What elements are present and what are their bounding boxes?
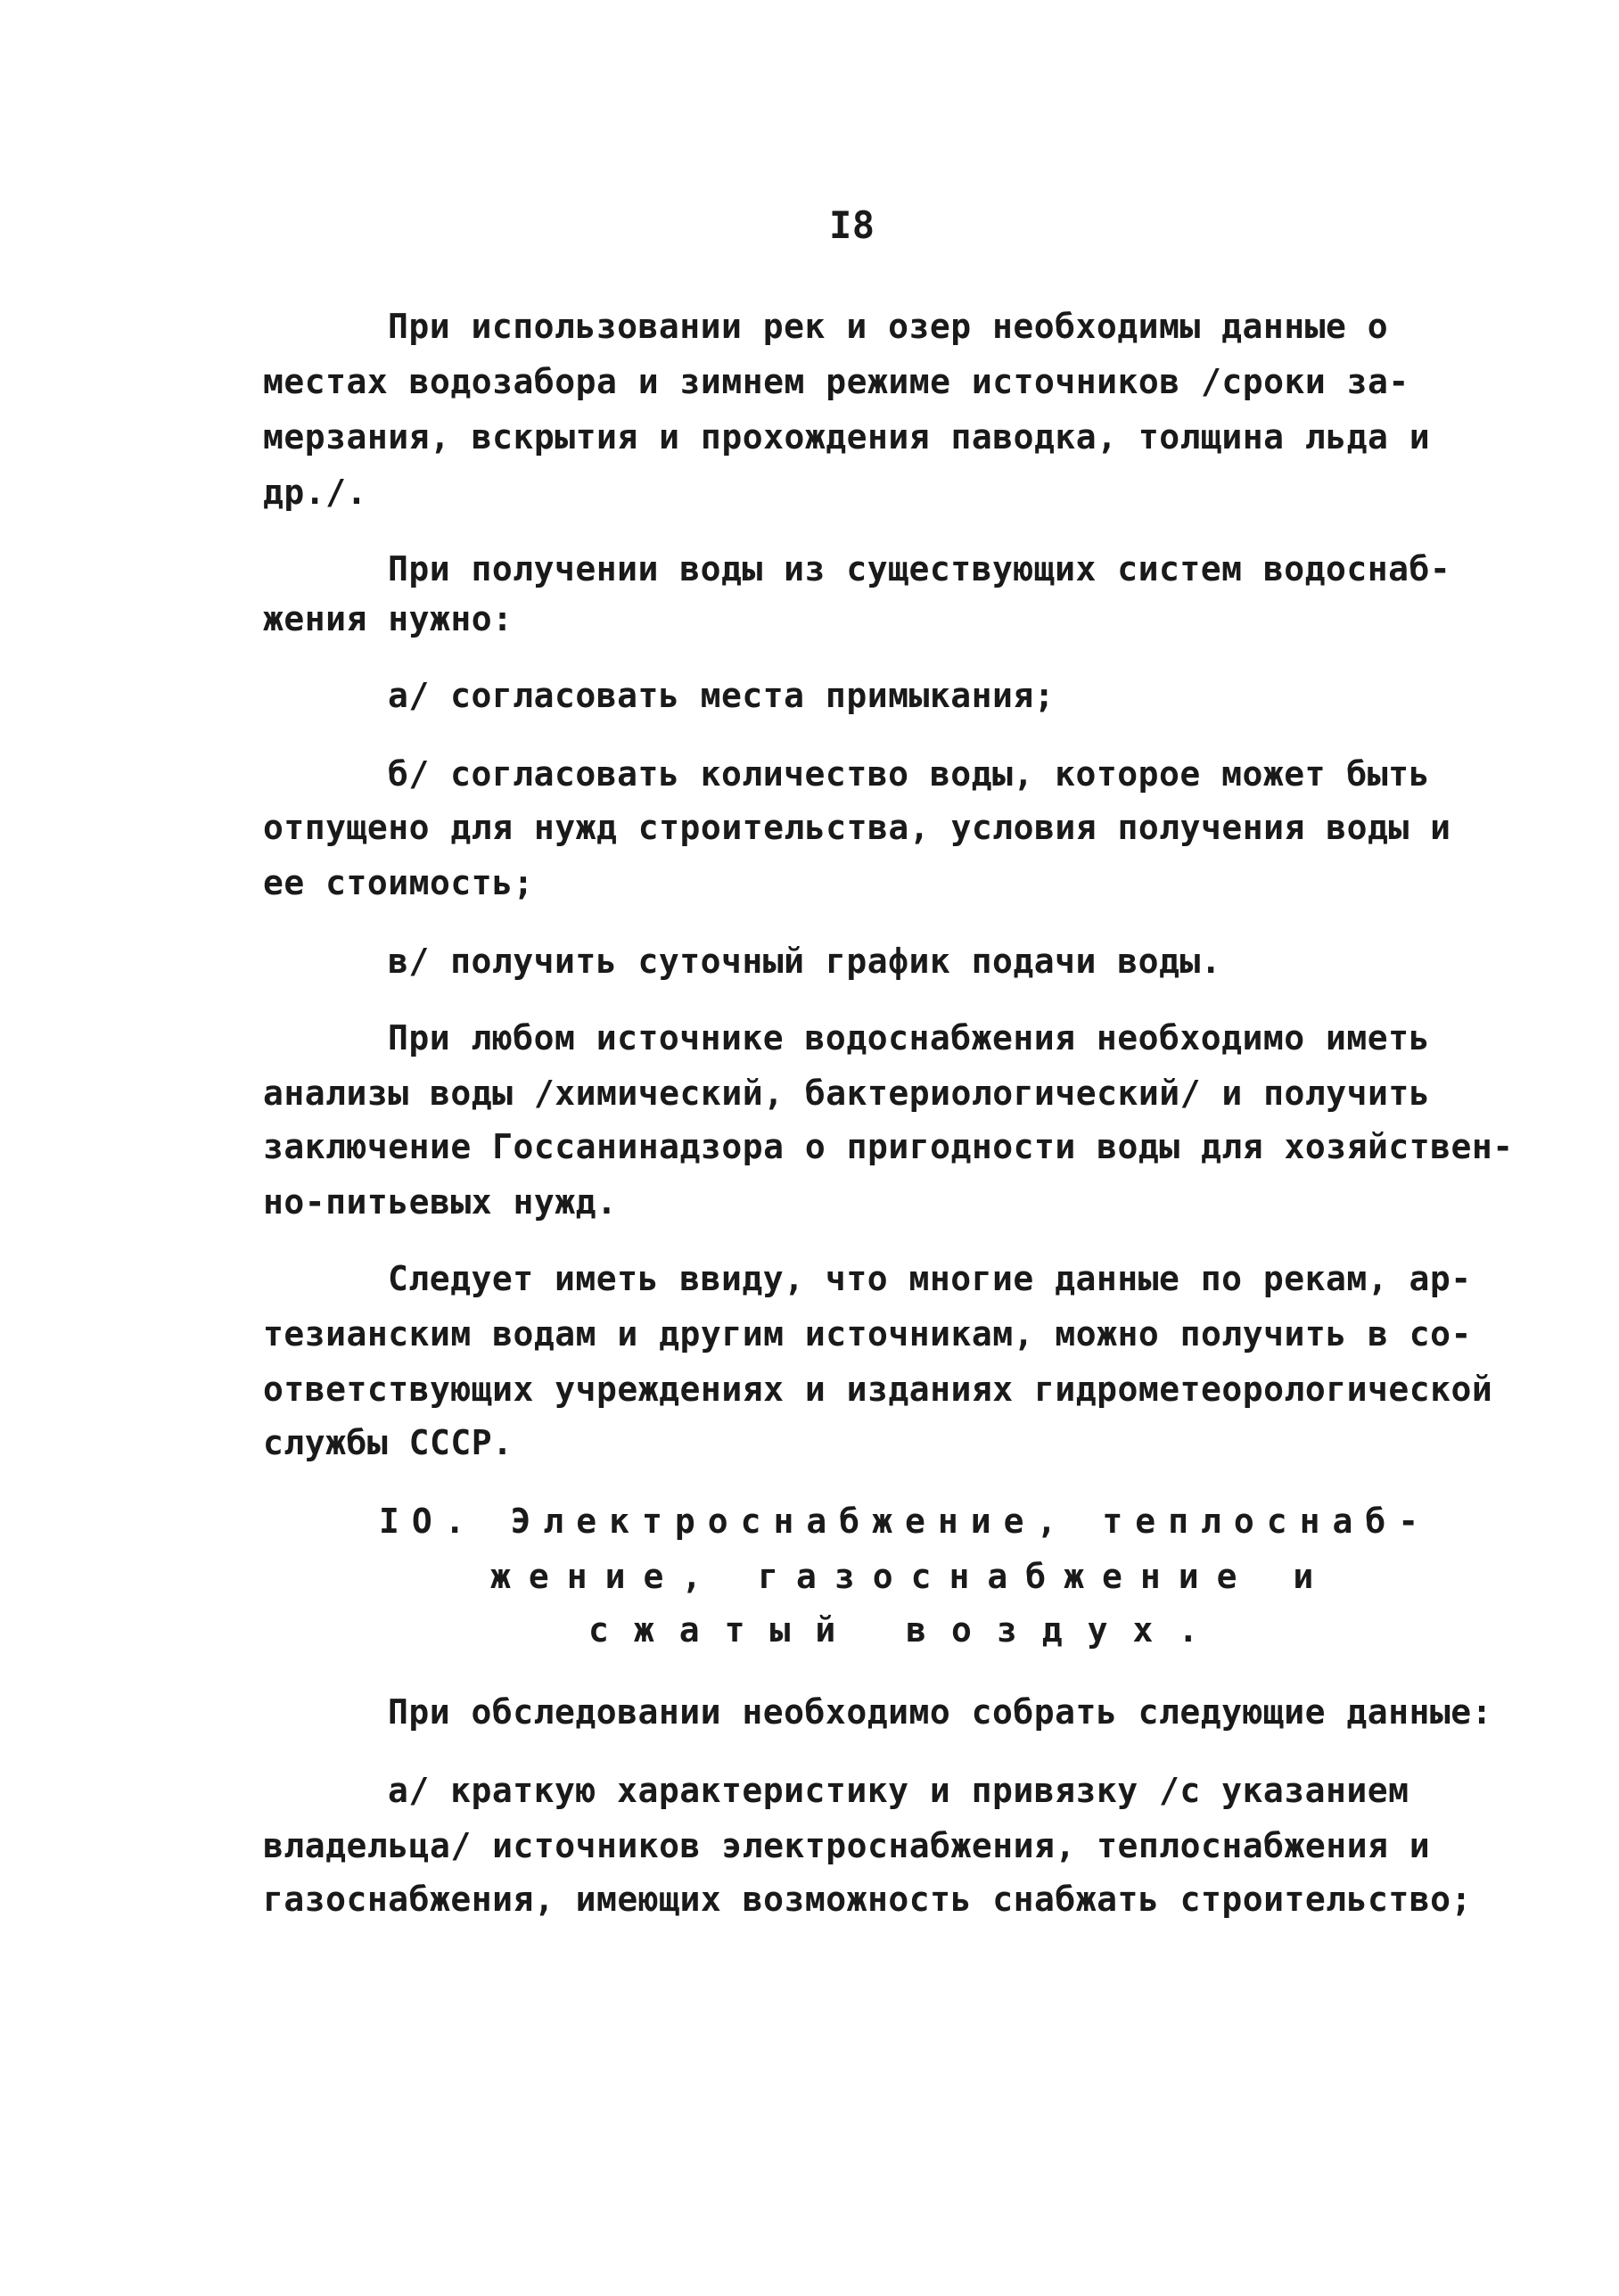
page-number: I8 — [829, 203, 875, 247]
text-line: При любом источнике водоснабжения необходимо иметь — [388, 1018, 1430, 1057]
section-heading: жение, газоснабжение и — [490, 1557, 1332, 1596]
text-line: тезианским водам и другим источникам, можно получить в со- — [263, 1314, 1472, 1354]
text-line: При использовании рек и озер необходимы данные о — [388, 307, 1389, 346]
text-line: анализы воды /химический, бактериологический/ и получить — [263, 1074, 1431, 1113]
text-line: службы СССР. — [263, 1423, 514, 1462]
text-line: газоснабжения, имеющих возможность снабжать строительство; — [263, 1880, 1472, 1919]
text-line: владельца/ источников электроснабжения, теплоснабжения и — [263, 1826, 1431, 1865]
text-line: Следует иметь ввиду, что многие данные по рекам, ар- — [388, 1259, 1472, 1298]
text-line: жения нужно: — [263, 599, 514, 638]
text-line: но-питьевых нужд. — [263, 1182, 618, 1222]
text-line: отпущено для нужд строительства, условия получения воды и — [263, 808, 1451, 847]
section-heading: IO. Электроснабжение, теплоснаб- — [379, 1502, 1432, 1541]
text-line: ответствующих учреждениях и изданиях гидрометеорологической — [263, 1370, 1493, 1409]
list-item: а/ краткую характеристику и привязку /с указанием — [388, 1771, 1409, 1810]
text-line: При получении воды из существующих систем водоснаб- — [388, 549, 1451, 588]
list-item: в/ получить суточный график подачи воды. — [388, 942, 1222, 981]
section-heading: сжатый воздух. — [588, 1610, 1224, 1650]
text-line: заключение Госсанинадзора о пригодности воды для хозяйствен- — [263, 1127, 1514, 1166]
text-line: ее стоимость; — [263, 863, 534, 902]
list-item: б/ согласовать количество воды, которое может быть — [388, 754, 1430, 794]
text-line: местах водозабора и зимнем режиме источников /сроки за- — [263, 362, 1409, 401]
text-line: др./. — [263, 473, 367, 512]
text-line: При обследовании необходимо собрать следующие данные: — [388, 1692, 1493, 1732]
text-line: мерзания, вскрытия и прохождения паводка, толщина льда и — [263, 417, 1431, 457]
list-item: а/ согласовать места примыкания; — [388, 676, 1056, 715]
